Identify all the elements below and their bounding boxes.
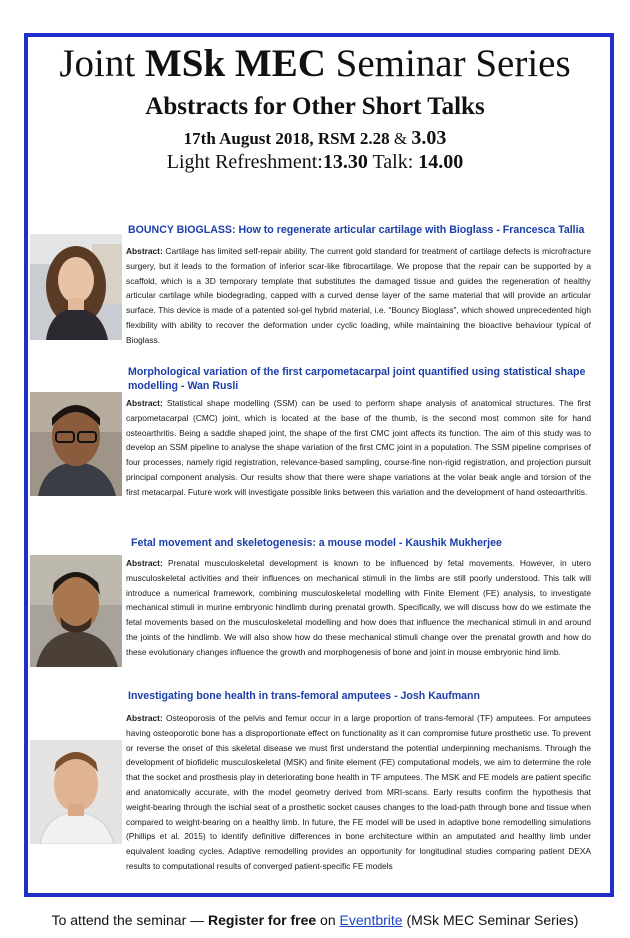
speaker-photo-2 bbox=[30, 392, 122, 496]
abstract-2: Abstract: Statistical shape modelling (SSM) can be used to perform shape analysis of anatomical structures. The first carpometacarpal (CMC) joint, which is located at the base of the thumb, is the second most common site for hand osteoarthritis. Being a saddle shaped joint, the shape of the first CMC joint affects its function. The aim of this study was to develop an SSM pipeline to analyse the shape variation of the first CMC joint in a population. The SSM pipeline comprises of four processes, namely rigid registration, relevance-based sampling, course-fine non-rigid registration, and projection pursuit principal component analysis. Our results show that there were shape variations at the volar beak angle and torsion of the first metacarpal. Future work will investigate possible links between this variation and the development of hand osteoarthritis. bbox=[126, 398, 591, 497]
talk-title-1: BOUNCY BIOGLASS: How to regenerate articular cartilage with Bioglass - Francesca Tallia bbox=[128, 224, 585, 236]
poster-title: Joint MSk MEC Seminar Series bbox=[59, 42, 571, 85]
eventbrite-link[interactable]: Eventbrite bbox=[339, 912, 403, 928]
speaker-photo-1 bbox=[30, 234, 122, 340]
speaker-photo-4 bbox=[30, 740, 122, 844]
speaker-photo-3 bbox=[30, 555, 122, 667]
talk-title-3: Fetal movement and skeletogenesis: a mouse model - Kaushik Mukherjee bbox=[131, 537, 502, 549]
date-location: 17th August 2018, RSM 2.28 & 3.03 bbox=[183, 127, 447, 149]
talk-title-2: Morphological variation of the first carpometacarpal joint quantified using statistical shape modelling - Wan Rusli bbox=[128, 366, 586, 392]
abstract-1: Abstract: Cartilage has limited self-repair ability. The current gold standard for treatment of cartilage defects is microfracture surgery, but it leads to the formation of inferior scar-like fibrocartilage. We propose that the repair can be supported by a scaffold, which is a 3D temporary template that substitutes the damaged tissue and guides the regeneration of healthy articular cartilage while biodegrading, capped with a curved dense layer of the same material that will provide an articular surface. This device is made of a patented sol-gel hybrid material, i.e. "Bouncy Bioglass", which showed unprecedented high flexibility with ability to recover the deformation under cyclic loading, while maintaining the bioactive behaviour typical of Bioglass. bbox=[126, 246, 591, 345]
abstract-3: Abstract: Prenatal musculoskeletal development is known to be influenced by fetal movements. However, in utero musculoskeletal activities and their influences on mechanical stimuli in the limbs are still poorly understood. This talk will introduce a numerical framework, combining musculoskeletal modelling with Finite Element (FE) analysis, to investigate mechanical stimuli in murine embryonic hindlimb during prenatal growth. Specifically, we will discuss how do we estimate the fetal movements based on the musculoskeletal modelling and how does that influence the mechanical stimuli in and around the joints of the hindlimb. We will also show how do these mechanical stimuli change over the prenatal growth and how do these evolutionary changes influence the growth and morphogenesis of bone and joint in mouse embryonic hind limb. bbox=[126, 558, 591, 657]
schedule-times: Light Refreshment:13.30 Talk: 14.00 bbox=[166, 151, 464, 173]
poster-subtitle: Abstracts for Other Short Talks bbox=[145, 93, 485, 120]
talk-title-4: Investigating bone health in trans-femoral amputees - Josh Kaufmann bbox=[128, 690, 481, 702]
registration-footer: To attend the seminar — Register for free on Eventbrite (MSk MEC Seminar Series) bbox=[51, 912, 579, 928]
abstract-4: Abstract: Osteoporosis of the pelvis and femur occur in a large proportion of trans-femoral (TF) amputees. For amputees having osteoporotic bone has a disproportionate effect on functionality as it can compromise future prosthetic use. To prevent or reverse the onset of this skeletal disease we must first understand the potential underpinning mechanisms. Through the development of biofidelic musculoskeletal (MSK) and finite element (FE) computational models, we aim to determine the role that the socket and prosthesis play in deteriorating bone health in TF amputees. The MSK and FE models are patient specific and anatomically accurate, with the model geometry derived from MRI-scans. Early results confirm the hypothesis that weight-bearing through the ischial seat of a prosthetic socket causes changes to the load-path through bone and tissue when compared to weight-bearing on a healthy limb. In future, the FE model will be used in adaptive bone remodelling simulations (Phillips et al. 2015) to identify definitive differences in bone architecture within an amputated and healthy limb under equivalent loading cycles. Adaptive remodelling provides an opportunity for longitudinal studies comparing patient DEXA results to computational results of converged patient-specific FE models bbox=[126, 713, 591, 871]
